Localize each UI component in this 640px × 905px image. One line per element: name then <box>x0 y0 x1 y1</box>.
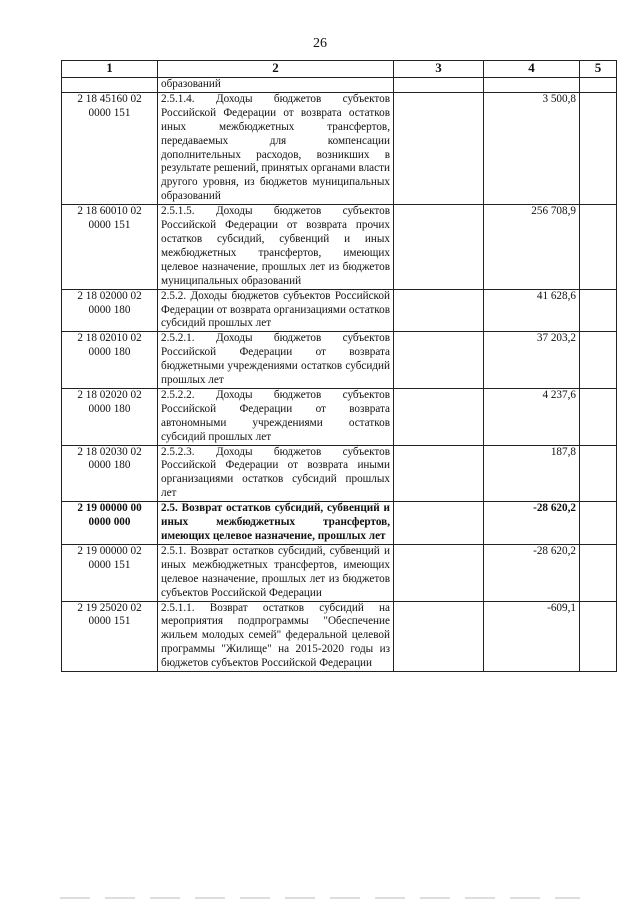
row-description: 2.5.2.2. Доходы бюджетов субъектов Российской Федерации от возврата автономными учреждениями остатков субсидий прошлых лет <box>158 388 394 445</box>
row-description: 2.5.2.3. Доходы бюджетов субъектов Российской Федерации от возврата иными организациями остатков субсидий прошлых лет <box>158 445 394 502</box>
row-amount: 4 237,6 <box>484 388 580 445</box>
row-code <box>62 78 158 93</box>
row-amount: 256 708,9 <box>484 205 580 289</box>
row-col3 <box>394 289 484 332</box>
budget-revenue-table <box>61 60 617 672</box>
row-col3 <box>394 445 484 502</box>
row-description: 2.5. Возврат остатков субсидий, субвенций и иных межбюджетных трансфертов, имеющих целевое назначение, прошлых лет <box>158 502 394 545</box>
table-row <box>62 205 617 289</box>
table-row <box>62 388 617 445</box>
table-row <box>62 544 617 601</box>
row-description: образований <box>158 78 394 93</box>
row-description: 2.5.1. Возврат остатков субсидий, субвенций и иных межбюджетных трансфертов, имеющих целевое назначение, прошлых лет из бюджетов субъектов Российской Федерации <box>158 544 394 601</box>
column-header-col3: 3 <box>394 61 484 78</box>
row-amount: 41 628,6 <box>484 289 580 332</box>
row-col5 <box>580 289 617 332</box>
row-col3 <box>394 205 484 289</box>
column-header-amount: 4 <box>484 61 580 78</box>
row-code: 2 19 25020 02 0000 151 <box>62 601 158 672</box>
scan-edge-artifact <box>60 897 580 899</box>
table-row-section-total <box>62 502 617 545</box>
row-amount: 187,8 <box>484 445 580 502</box>
row-amount: 37 203,2 <box>484 332 580 389</box>
table-row <box>62 289 617 332</box>
row-col5 <box>580 502 617 545</box>
row-code: 2 19 00000 00 0000 000 <box>62 502 158 545</box>
row-amount: -28 620,2 <box>484 544 580 601</box>
page-number: 26 <box>313 36 327 51</box>
row-col3 <box>394 544 484 601</box>
row-code: 2 18 02010 02 0000 180 <box>62 332 158 389</box>
row-amount: 3 500,8 <box>484 92 580 204</box>
row-col5 <box>580 332 617 389</box>
table-row <box>62 445 617 502</box>
row-col5 <box>580 544 617 601</box>
column-header-description: 2 <box>158 61 394 78</box>
row-code: 2 18 02020 02 0000 180 <box>62 388 158 445</box>
row-col5 <box>580 445 617 502</box>
row-description: 2.5.2. Доходы бюджетов субъектов Российской Федерации от возврата организациями остатков субсидий прошлых лет <box>158 289 394 332</box>
table-row <box>62 601 617 672</box>
row-col5 <box>580 78 617 93</box>
row-amount <box>484 78 580 93</box>
table-header-row <box>62 61 617 78</box>
row-description: 2.5.1.5. Доходы бюджетов субъектов Российской Федерации от возврата прочих остатков субсидий, субвенций и иных межбюджетных трансфертов, имеющих целевое назначение, прошлых лет из бюджетов муниципальных образований <box>158 205 394 289</box>
table-row <box>62 92 617 204</box>
row-code: 2 18 02030 02 0000 180 <box>62 445 158 502</box>
row-col3 <box>394 601 484 672</box>
column-header-col5: 5 <box>580 61 617 78</box>
row-col5 <box>580 388 617 445</box>
row-description: 2.5.2.1. Доходы бюджетов субъектов Российской Федерации от возврата бюджетными учреждениями остатков субсидий прошлых лет <box>158 332 394 389</box>
row-amount: -609,1 <box>484 601 580 672</box>
row-col3 <box>394 78 484 93</box>
row-description: 2.5.1.1. Возврат остатков субсидий на мероприятия подпрограммы "Обеспечение жильем молодых семей" федеральной целевой программы "Жилище" на 2015-2020 годы из бюджетов субъектов Российской Федерации <box>158 601 394 672</box>
row-col5 <box>580 601 617 672</box>
row-description: 2.5.1.4. Доходы бюджетов субъектов Российской Федерации от возврата остатков иных межбюджетных трансфертов, передаваемых для компенсации дополнительных расходов, возникших в результате решений, принятых органами власти другого уровня, из бюджетов муниципальных образований <box>158 92 394 204</box>
row-amount: -28 620,2 <box>484 502 580 545</box>
column-header-code: 1 <box>62 61 158 78</box>
row-col3 <box>394 332 484 389</box>
row-code: 2 18 02000 02 0000 180 <box>62 289 158 332</box>
table-row <box>62 78 617 93</box>
row-col5 <box>580 92 617 204</box>
row-col3 <box>394 388 484 445</box>
row-col3 <box>394 502 484 545</box>
row-col5 <box>580 205 617 289</box>
row-code: 2 18 60010 02 0000 151 <box>62 205 158 289</box>
row-col3 <box>394 92 484 204</box>
table-row <box>62 332 617 389</box>
row-code: 2 19 00000 02 0000 151 <box>62 544 158 601</box>
row-code: 2 18 45160 02 0000 151 <box>62 92 158 204</box>
